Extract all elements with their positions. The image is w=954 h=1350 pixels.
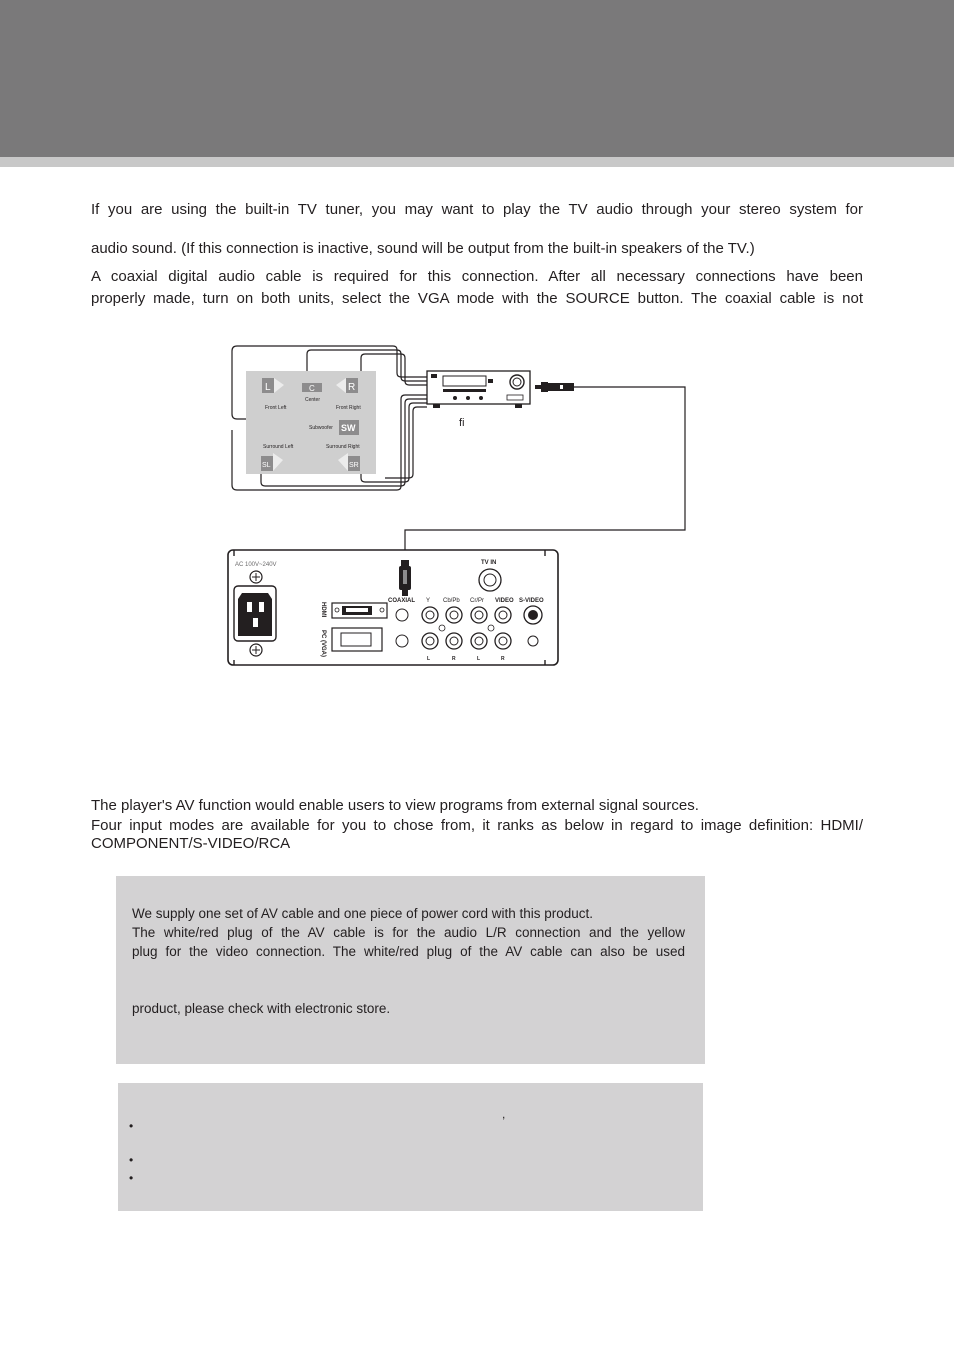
tv-in-jack (479, 569, 501, 591)
cb-pb-label: Cb/Pb (443, 598, 460, 604)
badge-r: R (348, 382, 356, 393)
s-video-label: S-VIDEO (519, 598, 544, 604)
cr-pr-label: Cr/Pr (470, 598, 484, 604)
badge-c: C (309, 384, 315, 393)
caution-box (118, 1083, 703, 1211)
badge-l: L (265, 382, 271, 393)
spare-jack (396, 635, 408, 647)
intro-line-1: If you are using the built-in TV tuner, you may want to play the TV audio through your stereo system for (91, 201, 863, 218)
badge-sl: SL (262, 462, 271, 469)
label-surround-right: Surround Right (326, 444, 360, 450)
header-strip (0, 157, 954, 167)
note-line-4: product, please check with electronic store. (132, 1001, 391, 1016)
center-speaker-icon (302, 383, 322, 393)
label-l1: L (427, 656, 431, 662)
coaxial-cable (405, 387, 685, 562)
subwoofer-icon (339, 420, 359, 435)
pc-vga-label: PC (VGA) (320, 630, 326, 657)
label-r1: R (452, 656, 456, 662)
note-box (116, 876, 705, 1064)
bullet-3: • (129, 1171, 134, 1185)
intro-line-2: audio sound. (If this connection is inactive, sound will be output from the built-in speakers of the TV.) (91, 240, 755, 257)
label-subwoofer: Subwoofer (309, 425, 333, 431)
receiver-caption: ﬁ (459, 417, 465, 429)
video-label: VIDEO (495, 598, 514, 604)
bullet-2: • (129, 1153, 134, 1167)
power-socket (234, 586, 276, 641)
coaxial-plug-top-icon (535, 382, 574, 392)
intro-line-3: A coaxial digital audio cable is required for this connection. After all necessary connections have been (91, 268, 863, 285)
note-line-2: The white/red plug of the AV cable is for the audio L/R connection and the yellow (132, 925, 685, 940)
coaxial-label: COAXIAL (388, 598, 415, 604)
note-line-3: plug for the video connection. The white/red plug of the AV cable can also be used (132, 944, 685, 959)
coaxial-jack (396, 609, 408, 621)
label-front-left: Front Left (265, 405, 287, 411)
connection-diagram (225, 340, 690, 670)
badge-sr: SR (349, 462, 359, 469)
hdmi-port (332, 603, 387, 618)
power-label: AC 100V~240V (235, 562, 277, 568)
rear-panel (228, 550, 558, 665)
label-l2: L (477, 656, 481, 662)
label-center: Center (305, 397, 321, 403)
bullet-1: • (129, 1119, 134, 1133)
label-front-right: Front Right (336, 405, 361, 411)
caution-comma: , (502, 1107, 506, 1121)
av-line-3: COMPONENT/S-VIDEO/RCA (91, 835, 291, 852)
note-line-1: We supply one set of AV cable and one piece of power cord with this product. (132, 906, 594, 921)
av-receiver (427, 371, 530, 408)
y-label: Y (426, 598, 431, 604)
av-line-1: The player's AV function would enable users to view programs from external signal sources. (91, 797, 699, 814)
badge-sw: SW (341, 423, 356, 433)
av-line-2: Four input modes are available for you to chose from, it ranks as below in regard to image definition: HDMI/ (91, 817, 863, 834)
tv-in-label: TV IN (481, 560, 497, 566)
label-surround-left: Surround Left (263, 444, 294, 450)
header-band (0, 0, 954, 157)
vga-port (332, 628, 382, 651)
label-r2: R (501, 656, 505, 662)
intro-line-4: properly made, turn on both units, select the VGA mode with the SOURCE button. The coaxial cable is not (91, 290, 863, 307)
hdmi-label: HDMI (320, 602, 326, 618)
